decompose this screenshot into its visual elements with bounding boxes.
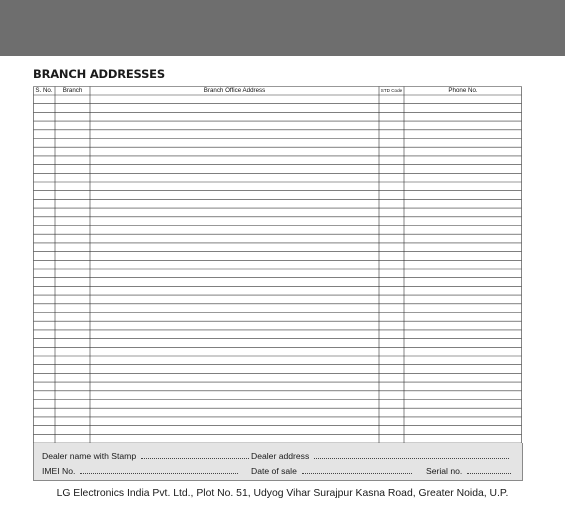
table-grid-lines: [33, 86, 522, 443]
top-banner: [0, 0, 565, 56]
branch-address-table: [33, 86, 522, 443]
header-s-no: S. No.: [35, 87, 53, 94]
dealer-name-field: [42, 451, 249, 461]
serial-field: [426, 466, 511, 476]
dealer-address-field: [251, 451, 509, 461]
imei-field: [42, 466, 238, 476]
date-of-sale-line: [302, 466, 412, 474]
section-title: BRANCH ADDRESSES: [33, 67, 165, 81]
serial-line: [467, 466, 511, 474]
serial-label: Serial no.: [426, 466, 463, 476]
dealer-name-line: [141, 451, 249, 459]
header-std-code: STD Code: [380, 88, 403, 93]
header-branch-office-address: Branch Office Address: [203, 87, 266, 94]
header-phone-no: Phone No.: [448, 87, 478, 94]
dealer-address-label: Dealer address: [251, 451, 310, 461]
imei-label: IMEI No.: [42, 466, 76, 476]
company-address-line: LG Electronics India Pvt. Ltd., Plot No. 51, Udyog Vihar Surajpur Kasna Road, Greater Noida, U.P.: [56, 488, 509, 499]
date-of-sale-field: [251, 466, 412, 476]
dealer-name-label: Dealer name with Stamp: [42, 451, 137, 461]
header-branch: Branch: [62, 87, 83, 94]
date-of-sale-label: Date of sale: [251, 466, 297, 476]
dealer-address-line: [314, 451, 509, 459]
imei-line: [80, 466, 238, 474]
